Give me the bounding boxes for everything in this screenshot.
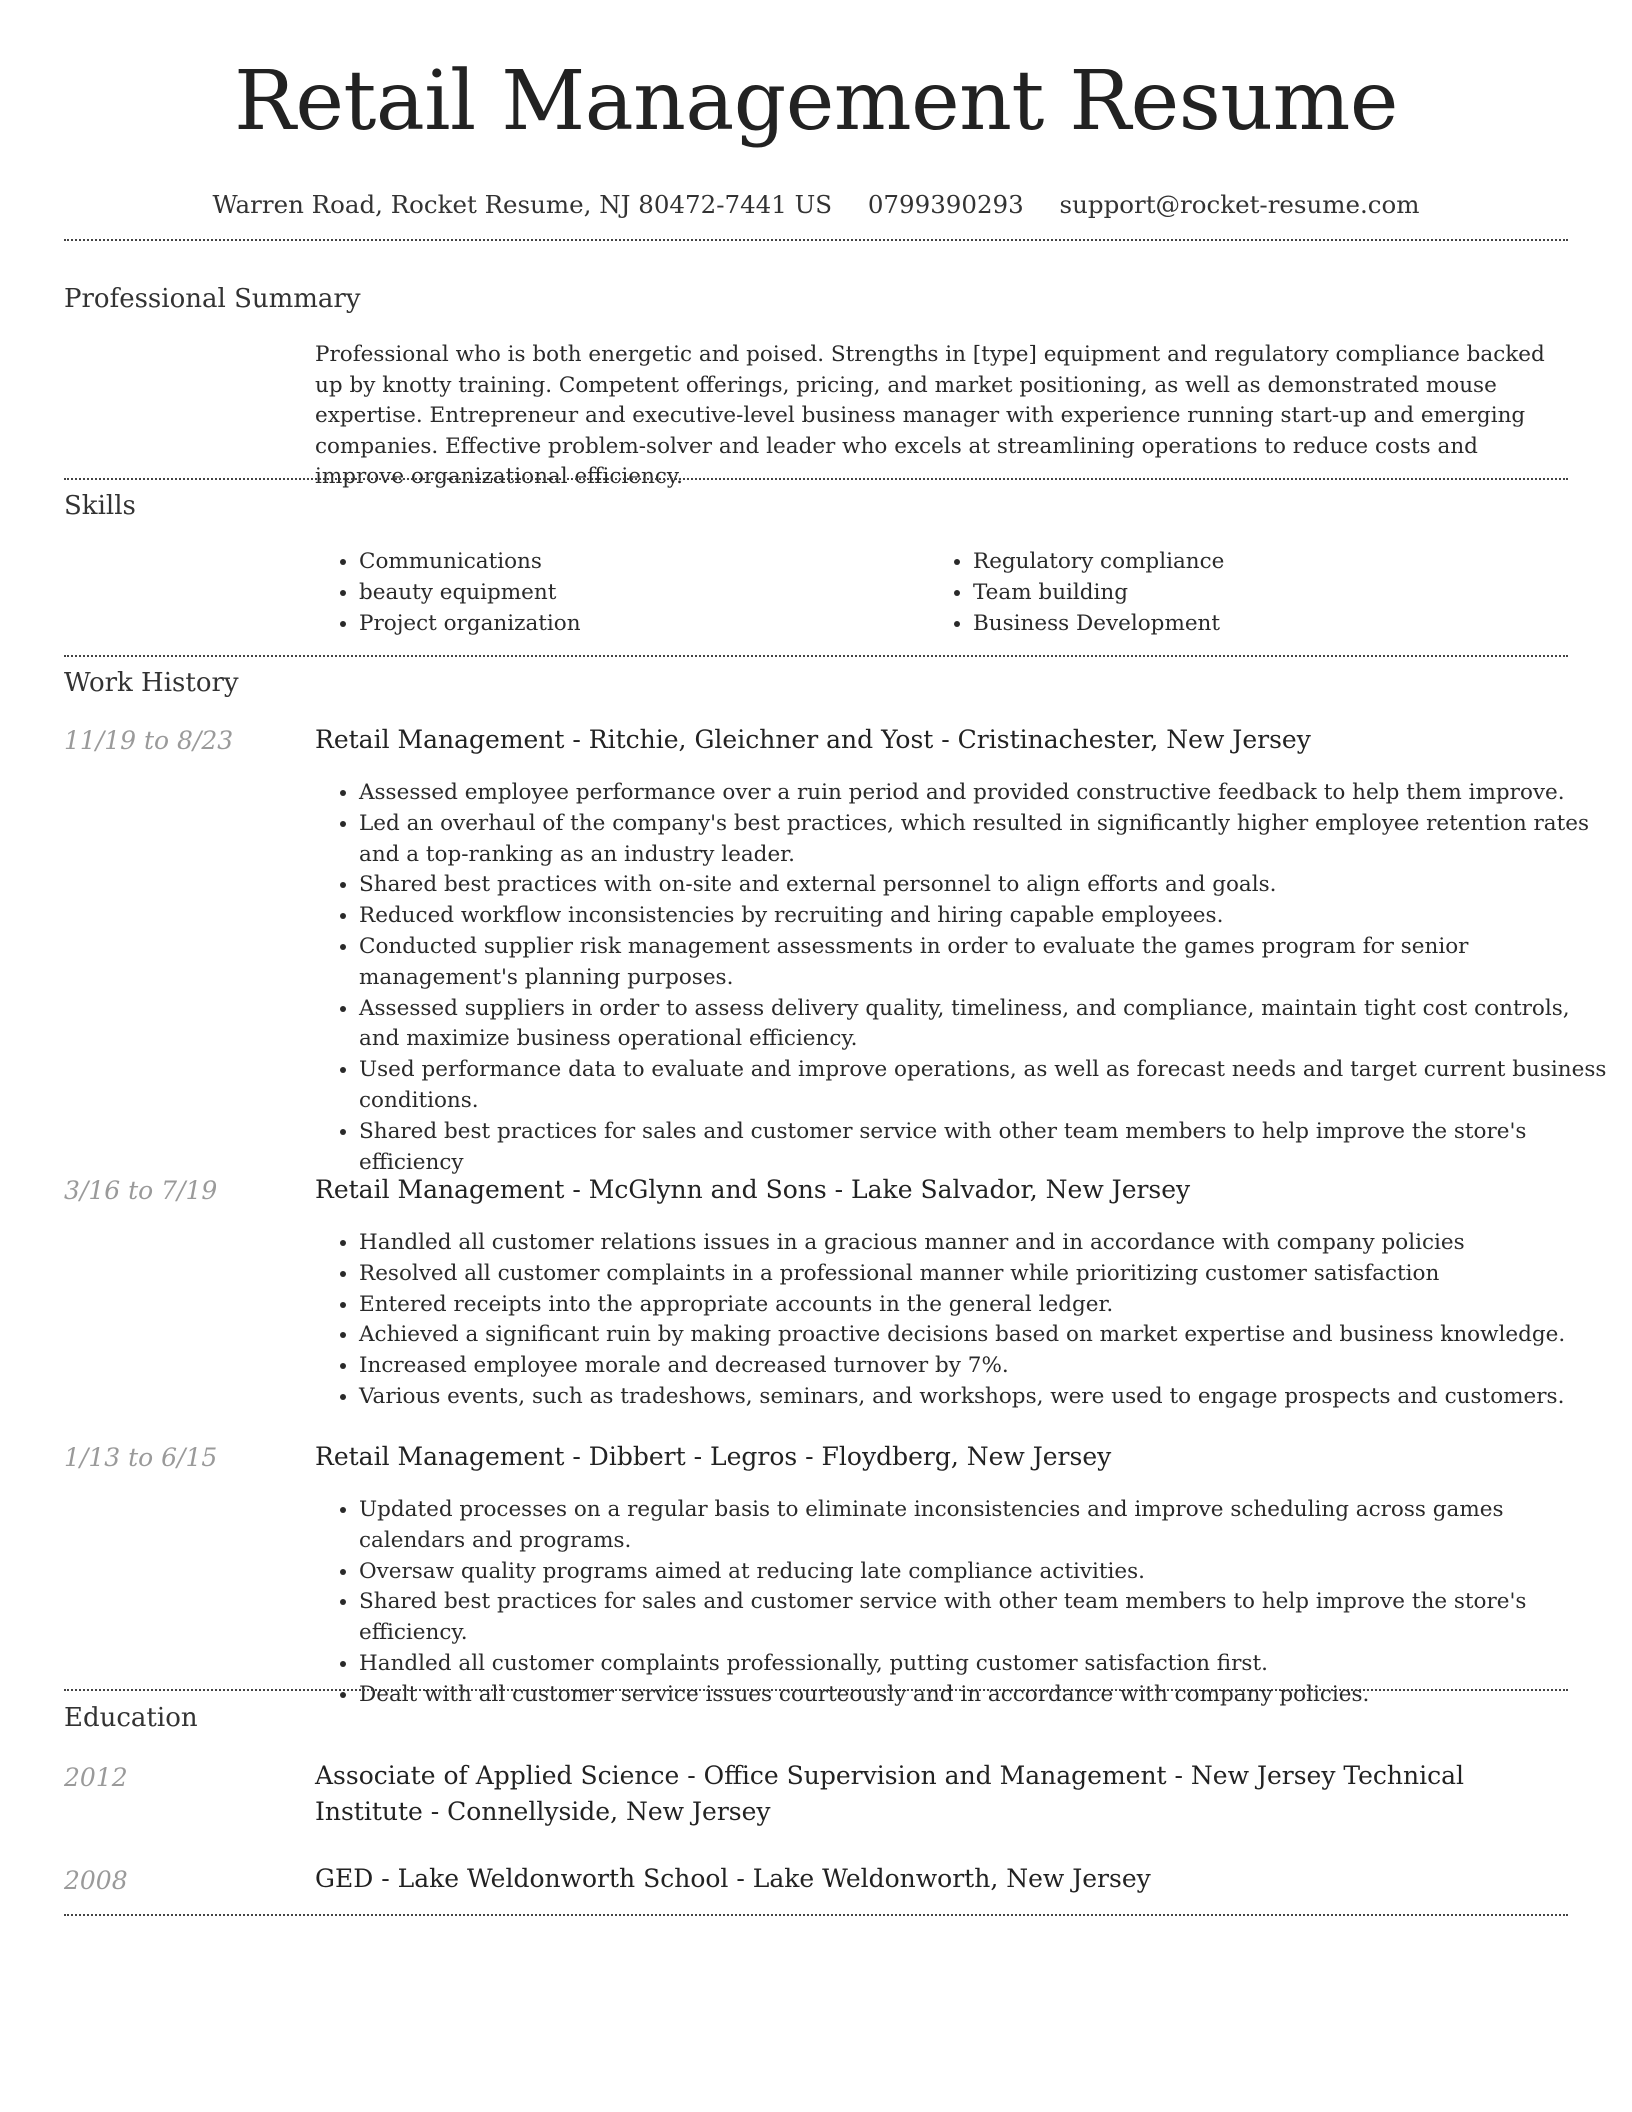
section-title-work: Work History [64,668,239,698]
section-title-summary: Professional Summary [64,284,361,314]
job-dates: 1/13 to 6/15 [64,1443,218,1472]
divider [64,1689,1568,1691]
job-bullet: • Shared best practices with on-site and external personnel to align efforts and goals. [359,870,1612,901]
skill-item: • Communications [359,546,875,577]
job-dates: 3/16 to 7/19 [64,1176,218,1205]
job-bullet: • Shared best practices for sales and customer service with other team members to help improve the store's efficiency [359,1117,1612,1179]
education-entry: GED - Lake Weldonworth School - Lake Weldonworth, New Jersey [315,1864,1151,1893]
job-bullet: • Updated processes on a regular basis to eliminate inconsistencies and improve scheduling across games calendars and programs. [359,1495,1612,1557]
job-bullet: • Handled all customer complaints professionally, putting customer satisfaction first. [359,1649,1612,1680]
job-bullet: • Entered receipts into the appropriate accounts in the general ledger. [359,1290,1612,1321]
contact-line [0,190,1632,220]
section-title-education: Education [64,1703,198,1733]
job-heading: Retail Management - McGlynn and Sons - Lake Salvador, New Jersey [315,1175,1191,1204]
job-heading: Retail Management - Dibbert - Legros - Floydberg, New Jersey [315,1442,1112,1471]
skill-item: • Regulatory compliance [973,546,1489,577]
job-dates: 11/19 to 8/23 [64,726,234,755]
job-bullet: • Oversaw quality programs aimed at reducing late compliance activities. [359,1557,1612,1588]
job-bullet: • Dealt with all customer service issues courteously and in accordance with company policies. [359,1680,1612,1711]
section-title-skills: Skills [64,491,136,521]
skill-item: • beauty equipment [359,577,875,608]
job-bullet: • Increased employee morale and decreased turnover by 7%. [359,1351,1612,1382]
summary-text: Professional who is both energetic and poised. Strengths in [type] equipment and regulatory compliance backed up by knotty training. Competent offerings, pricing, and market positioning, as well as demonstrated mouse expertise. Entrepreneur and executive-level business manager with experience running start-up and emerging companies. Effective problem-solver and leader who excels at streamlining operations to reduce costs and improve organizational efficiency. [315,342,1545,489]
job-bullet: • Assessed employee performance over a ruin period and provided constructive feedback to help them improve. [359,778,1612,809]
divider [64,478,1568,480]
education-year: 2008 [64,1866,128,1895]
contact-phone: 0799390293 [867,190,1024,219]
job-bullet: • Led an overhaul of the company's best practices, which resulted in significantly higher employee retention rates and a top-ranking as an industry leader. [359,809,1612,871]
job-bullet: • Shared best practices for sales and customer service with other team members to help improve the store's efficiency. [359,1587,1612,1649]
job-bullet: • Resolved all customer complaints in a professional manner while prioritizing customer satisfaction [359,1259,1612,1290]
resume-title: Retail Management Resume [234,54,1398,149]
job-bullet: • Conducted supplier risk management assessments in order to evaluate the games program for senior management's planning purposes. [359,932,1612,994]
job-bullet: • Achieved a significant ruin by making proactive decisions based on market expertise and business knowledge. [359,1320,1612,1351]
skill-item: • Team building [973,577,1489,608]
skills-column-right [929,546,1489,639]
job-bullet: • Used performance data to evaluate and improve operations, as well as forecast needs and target current business conditions. [359,1055,1612,1117]
skills-column-left [315,546,875,639]
job-bullet: • Handled all customer relations issues in a gracious manner and in accordance with company policies [359,1228,1612,1259]
job-bullets [315,1228,1612,1413]
skill-item: • Project organization [359,608,875,639]
job-bullet: • Reduced workflow inconsistencies by recruiting and hiring capable employees. [359,901,1612,932]
job-bullets [315,778,1612,1178]
contact-address: Warren Road, Rocket Resume, NJ 80472-7441 US [212,190,833,219]
divider [64,239,1568,241]
job-bullets [315,1495,1612,1711]
divider [64,1914,1568,1916]
divider [64,655,1568,657]
job-bullet: • Assessed suppliers in order to assess delivery quality, timeliness, and compliance, maintain tight cost controls, and maximize business operational efficiency. [359,994,1612,1056]
education-entry: Associate of Applied Science - Office Supervision and Management - New Jersey Technical Institute - Connellyside, New Jersey [315,1761,1465,1826]
education-year: 2012 [64,1763,128,1792]
skill-item: • Business Development [973,608,1489,639]
contact-email: support@rocket-resume.com [1059,190,1420,219]
job-bullet: • Various events, such as tradeshows, seminars, and workshops, were used to engage prospects and customers. [359,1382,1612,1413]
job-heading: Retail Management - Ritchie, Gleichner and Yost - Cristinachester, New Jersey [315,725,1311,754]
